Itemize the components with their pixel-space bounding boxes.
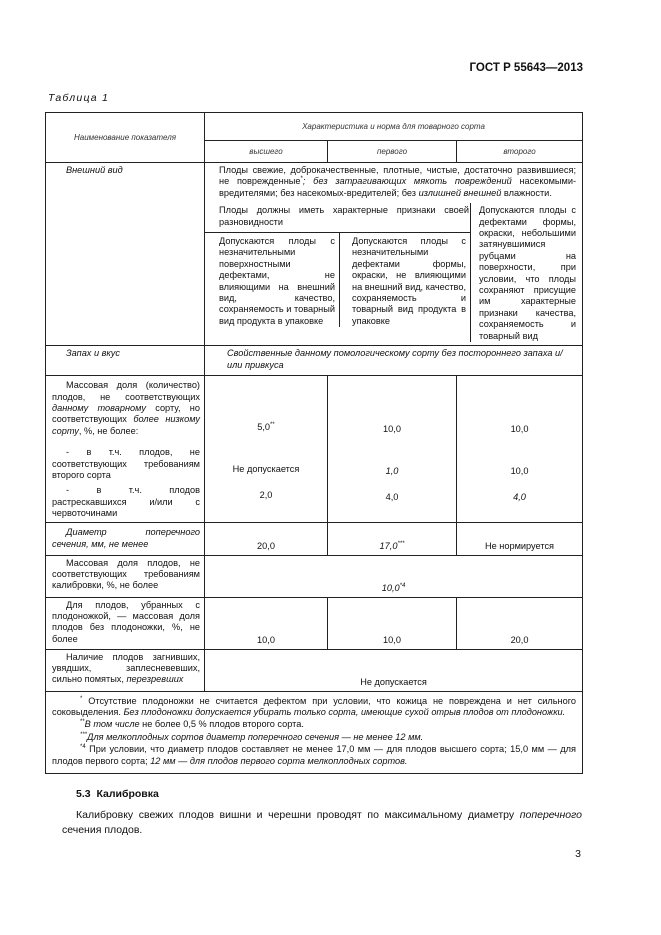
table-caption: Таблица 1 <box>48 92 109 104</box>
smell-value: Свойственные данному помологическому сорту без постороннего запаха и/или привкуса <box>205 346 583 376</box>
appearance-typical: Плоды должны иметь характерные признаки своей разновидности <box>219 205 469 227</box>
label-appearance: Внешний вид <box>46 163 205 346</box>
grade-second: второго <box>457 141 583 163</box>
row-smell <box>46 346 583 376</box>
label-sub-second-grade: - в т.ч. плодов, не соответствующих требованиям второго сорта <box>52 447 200 480</box>
label-stalkless: Для плодов, убранных с плодоножкой, — массовая доля плодов без плодоножки, %, не более <box>46 597 205 649</box>
quality-table <box>45 112 583 774</box>
stalkless-second: 20,0 <box>457 597 583 649</box>
appearance-top: Допускаются плоды с незначительными поверхностными дефектами, не влияющими на внешний вид, качество, сохраняемость и товарный вид продукта в упаковке <box>205 233 340 327</box>
column-header-name: Наименование показателя <box>46 113 205 163</box>
appearance-first: Допускаются плоды с незначительными дефектами формы, окраски, не влияющими на внешний вид, качество, сохраняемость и товарный вид продукта в упаковке <box>340 233 471 327</box>
footnote-4: $^{*4}$ При условии, что диаметр плодов составляет не менее 17,0 мм — для плодов высшего сорта; 15,0 мм — для плодов первого сорта; 12 мм — для плодов первого сорта мелкоплодных сортов. <box>52 744 577 766</box>
label-calibration: Массовая доля плодов, не соответствующих требованиям калибровки, %, не более <box>46 555 205 597</box>
grade-first: первого <box>328 141 457 163</box>
row-appearance <box>46 163 583 346</box>
diameter-top: 20,0 <box>205 522 328 555</box>
label-diameter: Диаметр поперечного сечения, мм, не менее <box>46 522 205 555</box>
mass-share-top: 5,0** Не допускается 2,0 <box>205 376 328 522</box>
footnote-2: **В том числе не более 0,5 % плодов второго сорта. <box>80 719 304 730</box>
appearance-values <box>205 163 583 346</box>
row-calibration <box>46 555 583 597</box>
appearance-common: Плоды свежие, доброкачественные, плотные, чистые, достаточно развившиеся; не поврежденные*; без затрагивающих мякоть повреждений насекомыми-вредителями; без насекомых-вредителей; без излишней внешней влажности. <box>219 165 577 198</box>
stalkless-first: 10,0 <box>328 597 457 649</box>
label-mass-share: Массовая доля (количество) плодов, не соответствующих данному товарному сорту, но соответствующих более низкому сорту, %, не более: - в т.ч. плодов, не соответствующих требованиям второго сорта - в т.ч. плодов растрескавшихся и/или с червоточинами <box>46 376 205 522</box>
label-rotten: Наличие плодов загнивших, увядших, заплесневевших, сильно помятых, перезревших <box>46 649 205 691</box>
row-stalkless <box>46 597 583 649</box>
row-diameter <box>46 522 583 555</box>
diameter-first: 17,0*** <box>328 522 457 555</box>
calibration-paragraph: Калибровку свежих плодов вишни и черешни проводят по максимальному диаметру поперечного сечения плодов. <box>62 809 582 836</box>
appearance-second: Допускаются плоды с дефектами формы, окраски, небольшими затянувшимися рубцами на поверхности, при условии, что плоды сохраняют присущие им характерные признаки качества, сохраняемость и товарный вид <box>470 203 576 342</box>
row-rotten <box>46 649 583 691</box>
footnotes <box>46 691 583 773</box>
footnote-1: * Отсутствие плодоножки не считается дефектом при условии, что кожица не повреждена и нет сильного соковыделения. Без плодоножки допускается убирать только сорта, имеющие сухой отрыв плодов от плодоножки. <box>52 695 577 717</box>
standard-designation: ГОСТ Р 55643—2013 <box>469 62 583 74</box>
column-header-characteristic: Характеристика и норма для товарного сорта <box>205 113 583 141</box>
label-smell: Запах и вкус <box>46 346 205 376</box>
stalkless-top: 10,0 <box>205 597 328 649</box>
footnote-3: ***Для мелкоплодных сортов диаметр поперечного сечения — не менее 12 мм. <box>80 731 424 742</box>
section-heading: 5.3 Калибровка <box>76 788 159 800</box>
diameter-second: Не нормируется <box>457 522 583 555</box>
grade-top: высшего <box>205 141 328 163</box>
row-mass-share <box>46 376 583 522</box>
mass-share-second: 10,0 10,0 4,0 <box>457 376 583 522</box>
row-footnotes <box>46 691 583 773</box>
label-sub-cracked: - в т.ч. плодов растрескавшихся и/или с червоточинами <box>52 485 200 519</box>
mass-share-first: 10,0 1,0 4,0 <box>328 376 457 522</box>
rotten-value: Не допускается <box>205 649 583 691</box>
calibration-value: 10,0$^{*4}$ <box>205 555 583 597</box>
page-number: 3 <box>575 848 581 860</box>
